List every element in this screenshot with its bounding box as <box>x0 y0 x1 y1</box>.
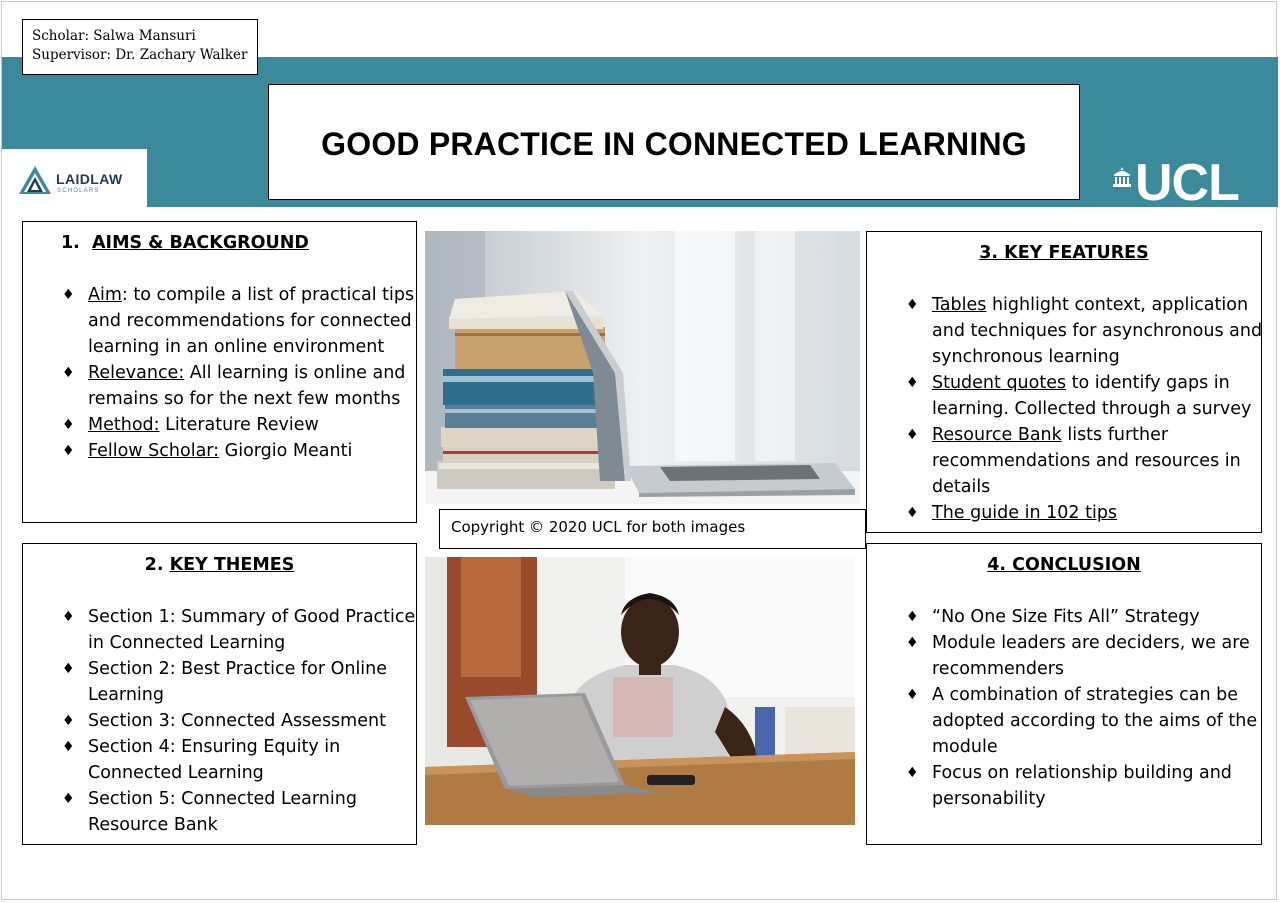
features-item-label: The guide in 102 tips <box>932 503 1118 523</box>
features-item <box>867 500 1263 526</box>
aims-list <box>23 282 418 464</box>
title-box <box>268 84 1080 200</box>
conclusion-item: ♦ A combination of strategies can be adopted according to the aims of the module <box>867 682 1263 760</box>
scholar-name: Scholar: Salwa Mansuri <box>32 28 196 44</box>
aims-heading-text: AIMS & BACKGROUND <box>92 233 309 253</box>
themes-heading <box>23 552 416 578</box>
aims-item-text: All learning is online and remains so for the next few months <box>88 363 406 409</box>
aims-item-text: Literature Review <box>159 415 319 435</box>
copyright-box <box>439 509 866 549</box>
conclusion-item: ♦ “No One Size Fits All” Strategy <box>867 604 1263 630</box>
scholar-info-box <box>22 19 258 75</box>
aims-item-label: Relevance: <box>88 363 185 383</box>
themes-panel <box>22 543 417 845</box>
features-item-label: Tables <box>932 295 987 315</box>
student-laptop-image <box>425 557 855 825</box>
themes-item: ♦ Section 4: Ensuring Equity in Connected Learning <box>23 734 418 786</box>
books-laptop-image <box>425 231 860 504</box>
features-item <box>867 292 1263 370</box>
themes-item: ♦ Section 1: Summary of Good Practice in Connected Learning <box>23 604 418 656</box>
features-item <box>867 422 1263 500</box>
themes-list <box>23 604 418 838</box>
aims-item-text: : to compile a list of practical tips and recommendations for connected learning in an online environment <box>88 285 415 357</box>
laidlaw-name: LAIDLAW <box>56 171 123 187</box>
laidlaw-triangle-icon <box>18 165 52 195</box>
copyright-text: Copyright © 2020 UCL for both images <box>451 518 746 536</box>
aims-item <box>23 412 418 438</box>
features-item-text: to identify gaps in learning. Collected through a survey <box>932 373 1252 419</box>
conclusion-item: ♦ Focus on relationship building and personability <box>867 760 1263 812</box>
ucl-wordmark: UCL <box>1135 154 1239 212</box>
aims-item-label: Fellow Scholar: <box>88 441 220 461</box>
conclusion-list <box>867 604 1263 812</box>
aims-item <box>23 360 418 412</box>
conclusion-item: ♦ Module leaders are deciders, we are recommenders <box>867 630 1263 682</box>
features-heading <box>867 240 1261 266</box>
supervisor-name: Supervisor: Dr. Zachary Walker <box>32 47 248 63</box>
aims-item <box>23 438 418 464</box>
aims-item-label: Method: <box>88 415 160 435</box>
aims-heading <box>61 230 309 256</box>
features-list <box>867 292 1263 526</box>
themes-item: ♦ Section 3: Connected Assessment <box>23 708 418 734</box>
features-item-label: Resource Bank <box>932 425 1062 445</box>
ucl-portico-icon <box>1113 167 1131 187</box>
conclusion-panel <box>866 543 1262 845</box>
features-item-text: lists further recommendations and resources in details <box>932 425 1241 497</box>
features-item <box>867 370 1263 422</box>
aims-panel <box>22 221 417 523</box>
conclusion-heading <box>867 552 1261 578</box>
conclusion-heading-text: 4. CONCLUSION <box>987 555 1141 575</box>
themes-item: ♦ Section 5: Connected Learning Resource Bank <box>23 786 418 838</box>
laidlaw-logo <box>2 149 147 207</box>
features-item-text: highlight context, application and techniques for asynchronous and synchronous learning <box>932 295 1263 367</box>
aims-number: 1. <box>61 233 80 253</box>
themes-item: ♦ Section 2: Best Practice for Online Learning <box>23 656 418 708</box>
aims-item <box>23 282 418 360</box>
features-item-label: Student quotes <box>932 373 1067 393</box>
aims-item-label: Aim <box>88 285 122 305</box>
themes-heading-text: KEY THEMES <box>169 555 295 575</box>
features-panel <box>866 231 1262 533</box>
aims-item-text: Giorgio Meanti <box>219 441 353 461</box>
laidlaw-sub: SCHOLARS <box>57 188 100 194</box>
themes-number: 2. <box>144 555 164 575</box>
features-heading-text: 3. KEY FEATURES <box>979 243 1149 263</box>
page-title: GOOD PRACTICE IN CONNECTED LEARNING <box>321 125 1027 162</box>
